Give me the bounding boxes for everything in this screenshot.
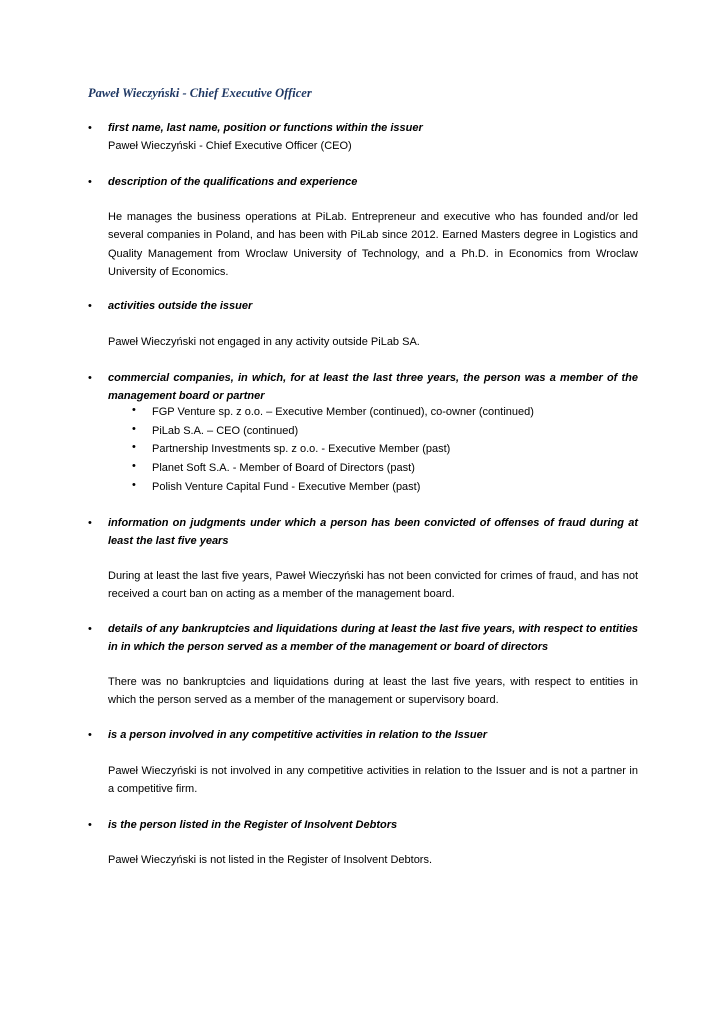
section-heading: first name, last name, position or functions within the issuer [108, 122, 423, 134]
section-heading: activities outside the issuer [108, 300, 253, 312]
list-item: Polish Venture Capital Fund - Executive Member (past) [152, 481, 421, 493]
section-heading: commercial companies, in which, for at least the last three years, the person was a member of the management board or partner [108, 372, 638, 403]
section-body: Paweł Wieczyński is not listed in the Register of Insolvent Debtors. [108, 854, 433, 866]
section-body: During at least the last five years, Paweł Wieczyński has not been convicted for crimes of fraud, and has not received a court ban on acting as a member of the management board. [108, 570, 638, 601]
section-body: Paweł Wieczyński - Chief Executive Officer (CEO) [108, 140, 352, 152]
section-heading: details of any bankruptcies and liquidations during at least the last five years, with respect to entities in in which the person served as a member of the management or board of directors [108, 623, 638, 654]
bullet-icon [88, 623, 100, 635]
bullet-icon [132, 423, 136, 435]
bullet-icon [88, 517, 100, 529]
section-heading: is the person listed in the Register of Insolvent Debtors [108, 819, 398, 831]
page-title: Paweł Wieczyński - Chief Executive Officer [88, 86, 312, 100]
section-heading: is a person involved in any competitive activities in relation to the Issuer [108, 729, 488, 741]
section-body: Paweł Wieczyński not engaged in any activity outside PiLab SA. [108, 336, 420, 348]
section-heading: information on judgments under which a person has been convicted of offenses of fraud during at least the last five years [108, 517, 638, 548]
section-body: He manages the business operations at PiLab. Entrepreneur and executive who has founded and/or led several companies in Poland, and has been with PiLab since 2012. Earned Masters degree in Logistics and Quality Management from Wroclaw University of Technology, and a Ph.D. in Economics from Wroclaw University of Economics. [108, 211, 638, 279]
bullet-icon [88, 300, 100, 312]
section-body: There was no bankruptcies and liquidations during at least the last five years, with respect to entities in which the person served as a member of the management or supervisory board. [108, 676, 638, 707]
bullet-icon [88, 729, 100, 741]
list-item: Partnership Investments sp. z o.o. - Executive Member (past) [152, 443, 451, 455]
list-item: Planet Soft S.A. - Member of Board of Directors (past) [152, 462, 415, 474]
bullet-icon [88, 372, 100, 384]
bullet-icon [132, 404, 136, 416]
bullet-icon [132, 460, 136, 472]
bullet-icon [88, 176, 100, 188]
section-body: Paweł Wieczyński is not involved in any competitive activities in relation to the Issuer and is not a partner in a competitive firm. [108, 765, 638, 796]
list-item: PiLab S.A. – CEO (continued) [152, 425, 299, 437]
section-heading: description of the qualifications and experience [108, 176, 358, 188]
bullet-icon [88, 122, 100, 134]
list-item: FGP Venture sp. z o.o. – Executive Member (continued), co-owner (continued) [152, 406, 534, 418]
bullet-icon [88, 819, 100, 831]
bullet-icon [132, 479, 136, 491]
bullet-icon [132, 441, 136, 453]
